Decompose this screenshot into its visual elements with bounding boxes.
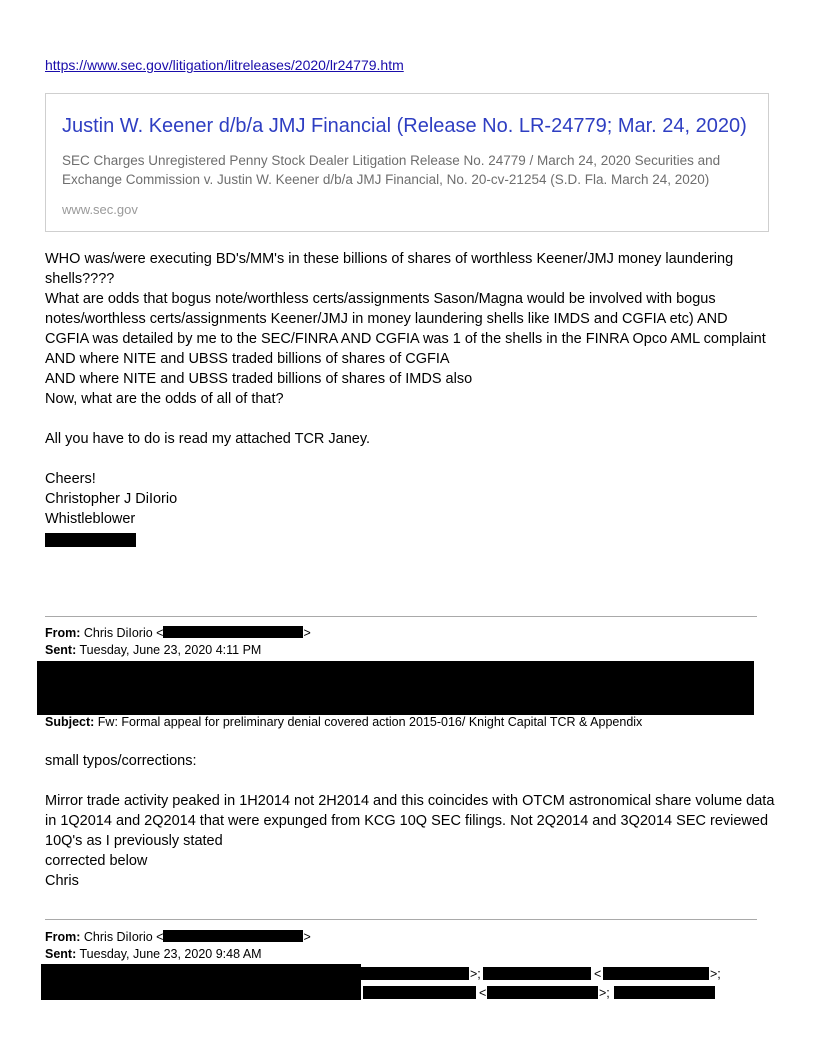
redaction-block [45,533,136,547]
redacted-email [483,967,591,980]
forward1-subject [45,714,642,731]
signature-title: Whistleblower [45,511,136,527]
body-line: Chris [45,873,79,889]
recipient-separator: < [479,986,487,1000]
preview-description: SEC Charges Unregistered Penny Stock Dealer Litigation Release No. 24779 / March 24, 2020 Securities and Exchange Commission v. Justin W. Keener d/b/a JMJ Financial, No. 20-cv-21254 (S.D. Fla. March 24, 2020) [62,153,721,187]
body-line: All you have to do is read my attached TCR Janey. [45,431,371,447]
sent-value: Tuesday, June 23, 2020 9:48 AM [79,947,262,961]
body-line: What are odds that bogus note/worthless certs/assignments Sason/Magna would be involved with bogus notes/worthless certs/assignments Keener/JMJ in money laundering shells like IMDS and CGFIA etc) AND CGFIA was detailed by me to the SEC/FINRA AND CGFIA was 1 of the shells in the FINRA Opco AML complaint [45,291,766,347]
forward1-body [45,751,775,891]
preview-title[interactable]: Justin W. Keener d/b/a JMJ Financial (Release No. LR-24779; Mar. 24, 2020) [62,115,747,137]
redacted-email [603,967,709,980]
body-line [45,771,775,791]
body-line: Mirror trade activity peaked in 1H2014 not 2H2014 and this coincides with OTCM astronomical share volume data in 1Q2014 and 2Q2014 that were expunged from KCG 10Q SEC filings. Not 2Q2014 and 3Q2014 SEC reviewed 10Q's as I previously stated [45,793,775,849]
redacted-email [487,986,598,999]
subject-value: Fw: Formal appeal for preliminary denial covered action 2015-016/ Knight Capital TCR & Appendix [97,715,643,729]
body-line [45,409,775,429]
body-line: WHO was/were executing BD's/MM's in these billions of shares of worthless Keener/JMJ money laundering shells???? [45,251,734,287]
from-name: Chris DiIorio < [83,626,164,640]
redacted-email [361,967,469,980]
signature-name: Christopher J DiIorio [45,491,178,507]
redacted-recipients [37,661,754,715]
body-line: Now, what are the odds of all of that? [45,391,284,407]
recipient-separator: >; [710,967,721,981]
recipient-separator: >; [599,986,610,1000]
sent-label: Sent: [45,643,77,657]
header-separator [45,919,757,920]
redacted-email [163,930,303,942]
link-preview-card[interactable] [45,93,769,232]
forward2-sent [45,946,262,963]
sec-release-link[interactable]: https://www.sec.gov/litigation/litreleases/2020/lr24779.htm [45,57,404,73]
redacted-email [363,986,476,999]
from-close: > [303,626,311,640]
sent-label: Sent: [45,947,77,961]
from-name: Chris DiIorio < [83,930,164,944]
header-separator [45,616,757,617]
redacted-recipients [41,964,361,1000]
body-line: corrected below [45,853,148,869]
body-line: AND where NITE and UBSS traded billions of shares of IMDS also [45,371,473,387]
sent-value: Tuesday, June 23, 2020 4:11 PM [79,643,262,657]
from-close: > [303,930,311,944]
subject-label: Subject: [45,715,95,729]
redacted-email [163,626,303,638]
message-body [45,249,775,529]
forward1-from [45,625,311,642]
redacted-email [614,986,715,999]
forward2-from [45,929,311,946]
body-line [45,449,775,469]
from-label: From: [45,626,81,640]
body-line: AND where NITE and UBSS traded billions of shares of CGFIA [45,351,450,367]
preview-domain: www.sec.gov [62,202,138,217]
recipient-separator: < [594,967,602,981]
recipient-separator: >; [470,967,481,981]
from-label: From: [45,930,81,944]
body-line: small typos/corrections: [45,753,197,769]
forward1-sent [45,642,261,659]
body-line: Cheers! [45,471,96,487]
